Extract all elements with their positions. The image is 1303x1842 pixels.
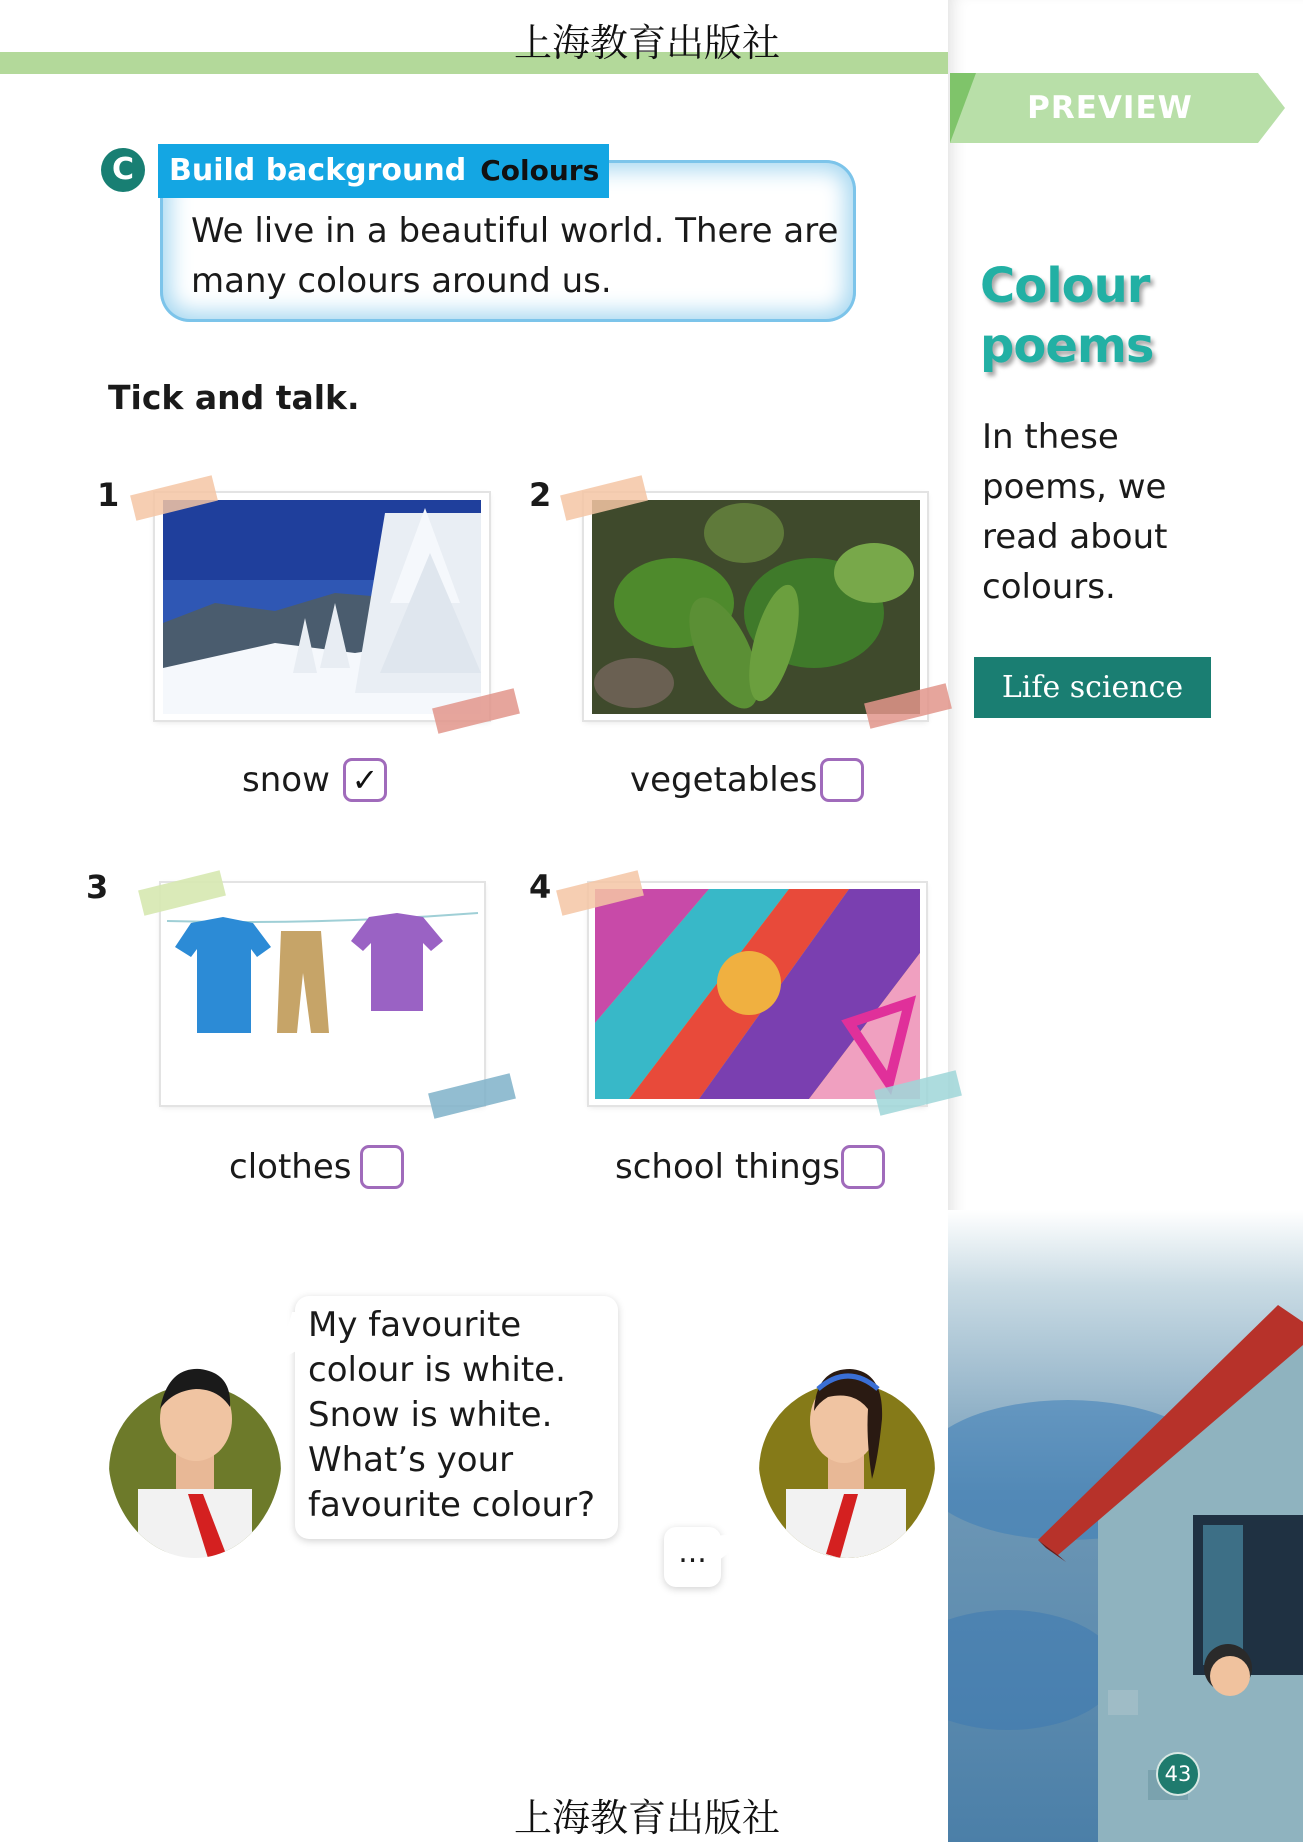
speech-line: My favourite [308,1305,522,1345]
speech-line: colour is white. [308,1350,566,1390]
intro-text: We live in a beautiful world. There are many colours around us. [191,211,839,301]
sidebar-title [980,256,1280,376]
bubble-tail [256,1310,300,1374]
speech-line: What’s your [308,1440,514,1480]
item-label-clothes: clothes [229,1147,352,1187]
preview-tab-label: PREVIEW [1027,90,1193,126]
tick-checkbox-vegetables[interactable] [820,758,864,802]
sidebar-title-line2: poems [980,318,1154,374]
page-number: 43 [1156,1752,1200,1796]
instruction-text: Tick and talk. [108,378,360,417]
tick-checkbox-clothes[interactable] [360,1145,404,1189]
clothes-on-line-photo [161,883,484,1105]
sidebar-description: In these poems, we read about colours. [982,417,1168,607]
girl-speech-text: ... [678,1535,707,1570]
section-letter-badge: C [101,148,145,192]
section-subtitle: Colours [480,154,600,187]
item-number: 2 [529,476,552,514]
header-bar [0,52,980,74]
boy-speech-text [308,1303,628,1528]
item-number: 4 [529,868,552,906]
school-supplies-photo [589,883,926,1105]
section-header [158,144,609,198]
section-title: Build background [169,153,467,188]
item-label-vegetables: vegetables [630,760,818,800]
subject-badge: Life science [974,657,1211,718]
tick-checkbox-school-things[interactable] [841,1145,885,1189]
item-label-snow: snow [242,760,330,800]
night-house-illustration [948,1210,1303,1842]
item-number: 3 [86,868,109,906]
item-number: 1 [97,476,120,514]
boy-avatar [108,1349,282,1558]
header-publisher: 上海教育出版社 [514,21,781,65]
speech-line: favourite colour? [308,1485,596,1525]
sidebar-title-line1: Colour [980,258,1150,314]
item-label-school-things: school things [615,1147,840,1187]
tick-checkbox-snow[interactable]: ✓ [343,758,387,802]
green-vegetables-photo [584,493,927,720]
snowy-forest-photo [155,493,489,720]
girl-avatar [758,1349,936,1558]
speech-line: Snow is white. [308,1395,553,1435]
footer-publisher: 上海教育出版社 [514,1796,781,1840]
